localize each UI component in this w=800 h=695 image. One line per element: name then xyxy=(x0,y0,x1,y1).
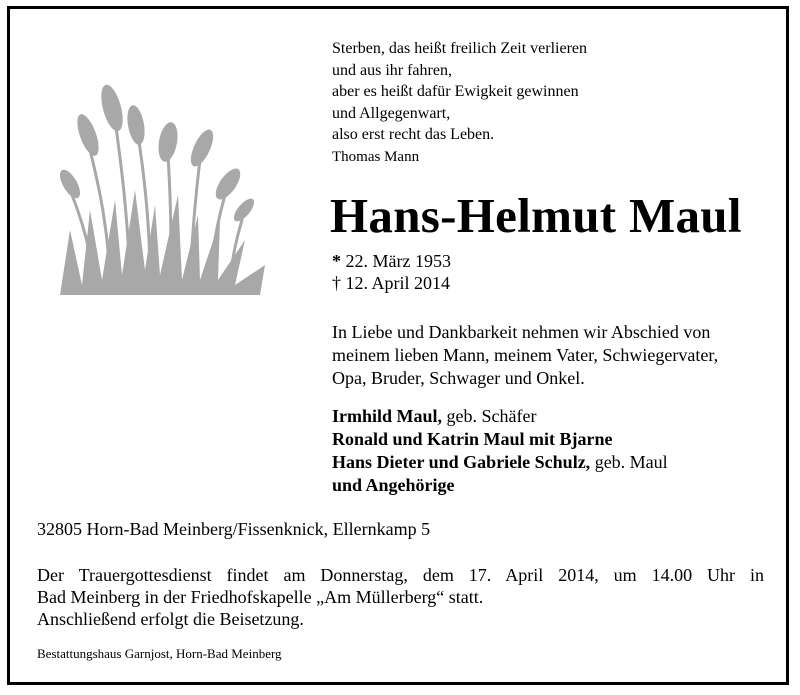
mourner-name: Irmhild Maul, xyxy=(332,406,443,426)
epitaph-quote xyxy=(332,38,587,168)
mourner-row xyxy=(332,474,668,497)
death-date: 12. April 2014 xyxy=(345,273,451,293)
quote-line: und Allgegenwart, xyxy=(332,104,451,122)
mourner-note: geb. Maul xyxy=(590,452,668,472)
mourners-list xyxy=(332,405,668,497)
death-symbol: † xyxy=(332,273,341,293)
farewell-text xyxy=(332,321,800,390)
mourner-note: geb. Schäfer xyxy=(442,406,537,426)
funeral-home: Bestattungshaus Garnjost, Horn-Bad Meinberg xyxy=(37,646,282,661)
quote-line: aber es heißt dafür Ewigkeit gewinnen xyxy=(332,83,579,100)
death-date-row xyxy=(332,272,451,294)
life-dates xyxy=(332,250,451,294)
farewell-line: meinem lieben Mann, meinem Vater, Schwiegervater, xyxy=(332,345,719,365)
farewell-line: Opa, Bruder, Schwager und Onkel. xyxy=(332,368,585,388)
service-line: Bad Meinberg in der Friedhofskapelle „Am Müllerberg“ statt. xyxy=(37,587,484,607)
quote-line: also erst recht das Leben. xyxy=(332,126,495,143)
grass-illustration xyxy=(60,80,270,295)
farewell-line: In Liebe und Dankbarkeit nehmen wir Abschied von xyxy=(332,322,711,342)
mourner-row xyxy=(332,451,668,474)
birth-date: 22. März 1953 xyxy=(345,251,451,271)
family-address: 32805 Horn-Bad Meinberg/Fissenknick, Ellernkamp 5 xyxy=(37,519,431,539)
birth-symbol: * xyxy=(332,251,341,271)
quote-line: Sterben, das heißt freilich Zeit verlieren xyxy=(332,40,588,57)
mourner-row xyxy=(332,428,668,451)
quote-line: und aus ihr fahren, xyxy=(332,61,452,79)
mourner-name: Hans Dieter und Gabriele Schulz, xyxy=(332,452,591,472)
quote-author: Thomas Mann xyxy=(332,148,420,165)
service-line: Anschließend erfolgt die Beisetzung. xyxy=(37,609,304,629)
mourner-row xyxy=(332,405,668,428)
service-info xyxy=(37,564,764,630)
mourner-name: Ronald und Katrin Maul mit Bjarne xyxy=(332,429,613,449)
service-line: Der Trauergottesdienst findet am Donnerstag, dem 17. April 2014, um 14.00 Uhr in xyxy=(37,565,764,585)
birth-date-row xyxy=(332,250,451,272)
deceased-name: Hans-Helmut Maul xyxy=(330,188,742,243)
mourner-name: und Angehörige xyxy=(332,475,455,495)
